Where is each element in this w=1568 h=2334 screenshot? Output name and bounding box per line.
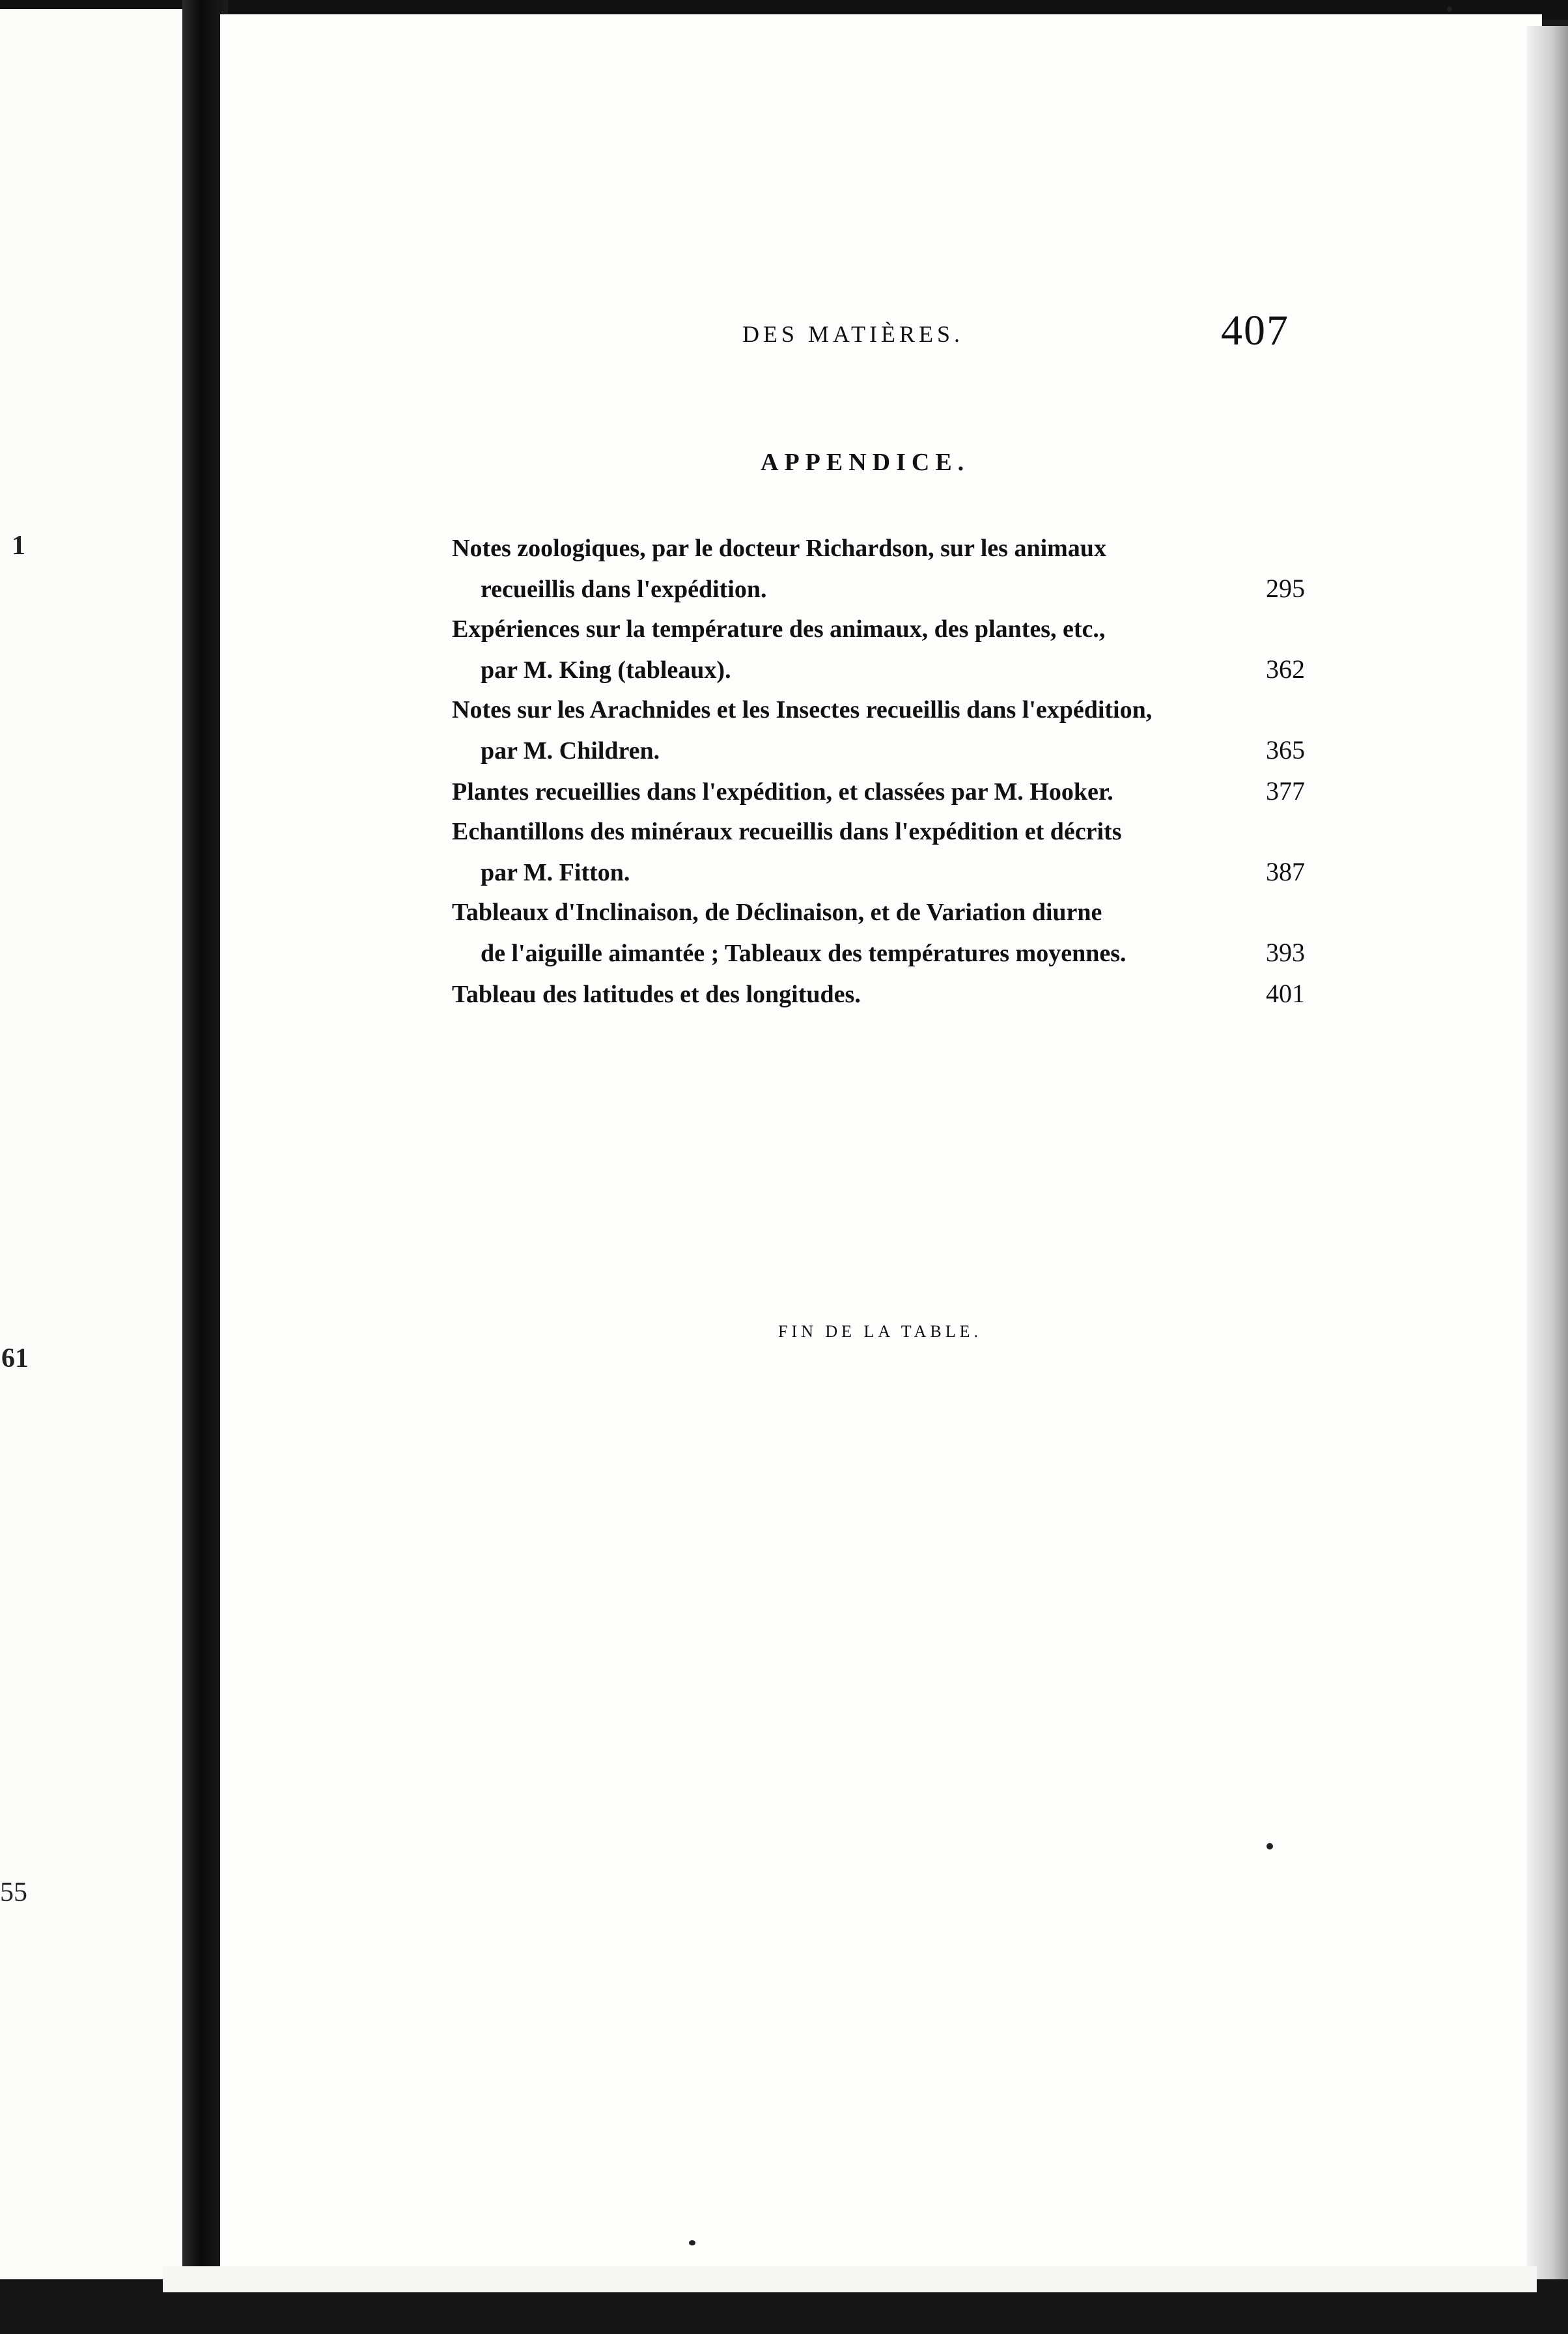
toc-page-number: 295	[1266, 574, 1305, 603]
previous-page-edge	[0, 9, 201, 2282]
toc-entry-text: Notes zoologiques, par le docteur Richardson, sur les animaux	[452, 535, 1106, 562]
left-margin-number: 61	[1, 1343, 29, 1373]
ink-speck	[1267, 1843, 1273, 1849]
toc-entry-text: Plantes recueillies dans l'expédition, et classées par M. Hooker.	[452, 778, 1113, 806]
toc-entry-line	[452, 933, 1305, 974]
left-margin-number: 1	[12, 531, 25, 561]
toc-entry-text: par M. King (tableaux).	[481, 656, 731, 684]
left-margin-number: 55	[0, 1877, 27, 1907]
toc-entry-line	[452, 569, 1305, 610]
toc-entry-text: par M. Children.	[481, 737, 660, 765]
page-number: 407	[1221, 307, 1289, 354]
toc-entry	[452, 974, 1305, 1015]
toc-entry-line	[452, 974, 1305, 1015]
toc-entry-text: de l'aiguille aimantée ; Tableaux des températures moyennes.	[481, 940, 1127, 967]
toc-entry-line	[452, 893, 1305, 933]
toc-entry	[452, 610, 1305, 690]
toc-entry	[452, 529, 1305, 610]
toc-entry-text: Notes sur les Arachnides et les Insectes recueillis dans l'expédition,	[452, 696, 1153, 724]
toc-entry	[452, 812, 1305, 893]
page-bottom-edge	[163, 2266, 1537, 2292]
toc-entry-text: Tableau des latitudes et des longitudes.	[452, 981, 861, 1008]
table-of-contents	[452, 529, 1305, 1015]
toc-page-number: 387	[1266, 857, 1305, 886]
toc-entry-line	[452, 690, 1305, 730]
book-page	[220, 14, 1542, 2307]
toc-entry-line	[452, 852, 1305, 893]
toc-entry-text: Expériences sur la température des animaux, des plantes, etc.,	[452, 615, 1106, 643]
toc-entry	[452, 690, 1305, 771]
toc-page-number: 377	[1266, 776, 1305, 806]
ink-speck	[689, 2240, 695, 2245]
toc-entry-text: Echantillons des minéraux recueillis dans l'expédition et décrits	[452, 818, 1122, 845]
ink-speck	[1447, 7, 1452, 12]
toc-page-number: 393	[1266, 938, 1305, 967]
toc-entry-line	[452, 730, 1305, 771]
toc-entry-text: Tableaux d'Inclinaison, de Déclinaison, et de Variation diurne	[452, 899, 1102, 926]
toc-page-number: 365	[1266, 735, 1305, 765]
toc-entry	[452, 893, 1305, 974]
toc-entry-line	[452, 529, 1305, 569]
toc-entry-text: recueillis dans l'expédition.	[481, 576, 767, 603]
toc-entry	[452, 771, 1305, 812]
toc-entry-line	[452, 649, 1305, 690]
toc-entry-line	[452, 610, 1305, 649]
toc-entry-line	[452, 812, 1305, 852]
toc-entry-line	[452, 771, 1305, 812]
toc-entry-text: par M. Fitton.	[481, 859, 630, 886]
page-edge-shadow	[1527, 26, 1568, 2334]
running-head: DES MATIÈRES.	[742, 321, 964, 347]
section-title: APPENDICE.	[761, 449, 970, 476]
toc-page-number: 401	[1266, 979, 1305, 1008]
end-of-table-text: FIN DE LA TABLE.	[778, 1322, 982, 1341]
toc-page-number: 362	[1266, 654, 1305, 684]
